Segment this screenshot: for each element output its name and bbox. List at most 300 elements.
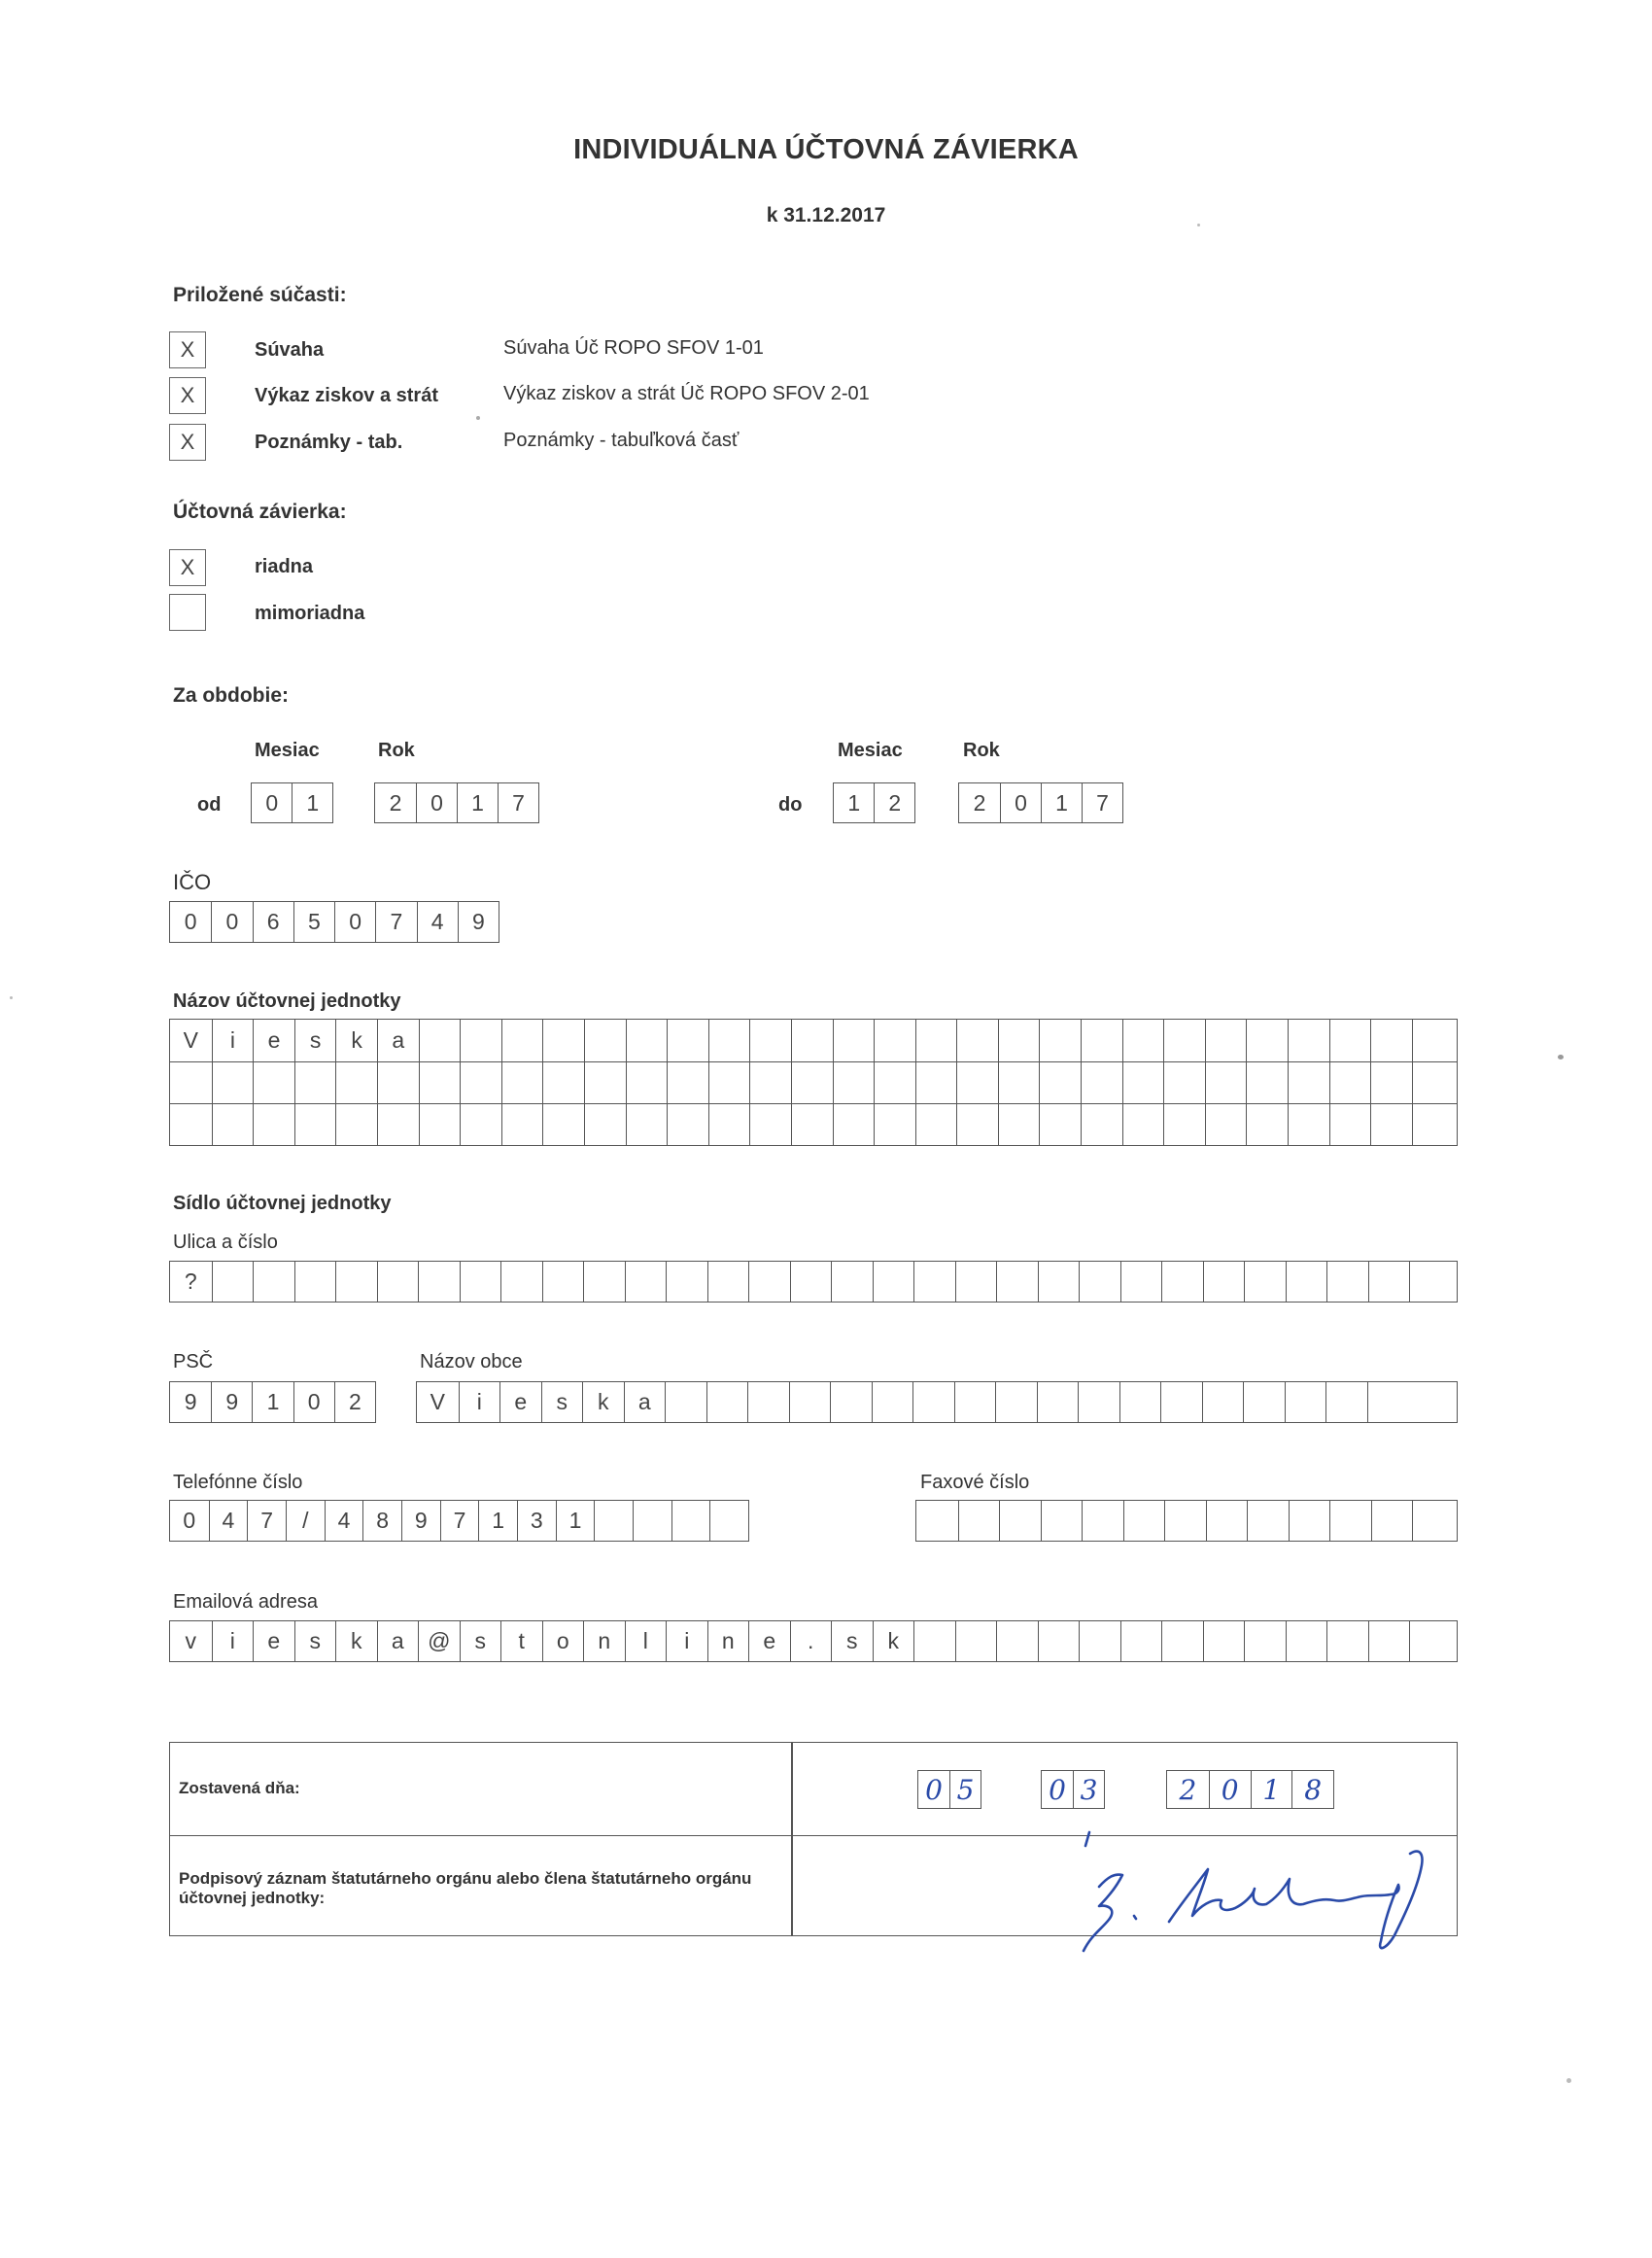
char-cell: [1122, 1104, 1164, 1145]
char-cell: [335, 1104, 377, 1145]
digit-cell: 2: [973, 789, 986, 816]
char-cell: [1289, 1501, 1330, 1541]
char-cell: k: [582, 1382, 624, 1422]
char-cell: s: [294, 1020, 336, 1061]
char-cell: [253, 1262, 294, 1302]
char-cell: [419, 1062, 461, 1103]
char-cell: [749, 1020, 791, 1061]
digit-cell: 0: [265, 789, 279, 816]
char-cell: [1247, 1501, 1289, 1541]
char-cell: [1412, 1062, 1454, 1103]
period-from-month-label: Mesiac: [255, 740, 320, 761]
digit-cell: 2: [874, 783, 914, 822]
char-cell: [791, 1062, 833, 1103]
char-cell: [998, 1104, 1040, 1145]
char-cell: i: [212, 1020, 254, 1061]
char-cell: [633, 1501, 671, 1541]
char-cell: [791, 1020, 833, 1061]
char-cell: a: [624, 1382, 666, 1422]
entity-name-row: [170, 1020, 1457, 1061]
char-cell: [1161, 1621, 1203, 1661]
char-cell: [874, 1062, 915, 1103]
char-cell: a: [377, 1621, 419, 1661]
char-cell: [671, 1501, 710, 1541]
char-cell: [1367, 1382, 1409, 1422]
char-cell: t: [500, 1621, 542, 1661]
char-cell: [955, 1621, 997, 1661]
char-cell: [1329, 1501, 1371, 1541]
digit-cell: 0: [334, 902, 375, 942]
attachment-label-profit-loss: Výkaz ziskov a strát: [255, 385, 438, 406]
char-cell: [833, 1020, 875, 1061]
char-cell: [1202, 1382, 1244, 1422]
document-date: k 31.12.2017: [766, 204, 886, 226]
char-cell: k: [335, 1020, 377, 1061]
char-cell: i: [212, 1621, 254, 1661]
closing-type-label-regular: riadna: [255, 556, 314, 577]
street-label: Ulica a číslo: [173, 1232, 278, 1253]
char-cell: k: [335, 1621, 377, 1661]
char-cell: l: [625, 1621, 667, 1661]
char-cell: 1: [556, 1501, 595, 1541]
char-cell: [1082, 1501, 1123, 1541]
char-cell: [377, 1062, 419, 1103]
attachment-checkbox-profit-loss[interactable]: X: [169, 377, 206, 414]
entity-name-field[interactable]: [169, 1019, 1458, 1146]
char-cell: [999, 1501, 1041, 1541]
char-cell: [501, 1020, 543, 1061]
char-cell: [956, 1104, 998, 1145]
char-cell: V: [183, 1027, 198, 1053]
scan-speck: [10, 996, 13, 999]
char-cell: [1409, 1621, 1451, 1661]
char-cell: [956, 1062, 998, 1103]
digit-cell: 5: [293, 902, 334, 942]
char-cell: [833, 1062, 875, 1103]
period-from-label: od: [197, 794, 222, 816]
char-cell: [1288, 1104, 1329, 1145]
fax-label: Faxové číslo: [920, 1472, 1030, 1493]
char-cell: [170, 1062, 212, 1103]
char-cell: s: [831, 1621, 873, 1661]
char-cell: [542, 1020, 584, 1061]
char-cell: [1038, 1621, 1080, 1661]
char-cell: 0: [183, 1508, 196, 1533]
attachment-label-balance: Súvaha: [255, 339, 325, 361]
char-cell: [1205, 1020, 1247, 1061]
char-cell: [460, 1104, 501, 1145]
char-cell: .: [790, 1621, 832, 1661]
digit-cell: 7: [498, 783, 538, 822]
char-cell: [790, 1262, 832, 1302]
char-cell: [335, 1062, 377, 1103]
compiled-year-field[interactable]: [1166, 1770, 1334, 1809]
email-label: Emailová adresa: [173, 1591, 318, 1613]
char-cell: [706, 1382, 748, 1422]
char-cell: [996, 1621, 1038, 1661]
char-cell: /: [286, 1501, 325, 1541]
char-cell: [1122, 1020, 1164, 1061]
char-cell: [955, 1262, 997, 1302]
char-cell: 1: [252, 1382, 293, 1422]
entity-name-row: [170, 1103, 1457, 1145]
char-cell: e: [253, 1020, 294, 1061]
entity-name-row: [170, 1061, 1457, 1103]
char-cell: [626, 1062, 668, 1103]
char-cell: [1079, 1621, 1120, 1661]
char-cell: [501, 1104, 543, 1145]
char-cell: s: [294, 1621, 336, 1661]
digit-cell: 5: [949, 1771, 981, 1808]
digit-cell: 0: [211, 902, 252, 942]
char-cell: [377, 1262, 419, 1302]
char-cell: [913, 1262, 955, 1302]
char-cell: [212, 1062, 254, 1103]
char-cell: [1246, 1020, 1288, 1061]
char-cell: [667, 1104, 708, 1145]
char-cell: [1244, 1262, 1286, 1302]
char-cell: [1078, 1382, 1119, 1422]
digit-cell: 3: [1073, 1771, 1104, 1808]
char-cell: [954, 1382, 996, 1422]
char-cell: [749, 1062, 791, 1103]
char-cell: [584, 1104, 626, 1145]
char-cell: n: [583, 1621, 625, 1661]
char-cell: [1329, 1062, 1371, 1103]
char-cell: [1081, 1020, 1122, 1061]
char-cell: k: [873, 1621, 914, 1661]
digit-cell: 1: [1251, 1771, 1292, 1808]
entity-name-label: Názov účtovnej jednotky: [173, 990, 401, 1012]
period-to-year-field[interactable]: [958, 782, 1123, 823]
char-cell: [1163, 1104, 1205, 1145]
char-cell: [915, 1020, 957, 1061]
char-cell: [1203, 1262, 1245, 1302]
char-cell: [1286, 1262, 1327, 1302]
char-cell: [913, 1621, 955, 1661]
table-divider: [791, 1743, 793, 1935]
char-cell: 0: [293, 1382, 334, 1422]
char-cell: [874, 1020, 915, 1061]
char-cell: [956, 1020, 998, 1061]
char-cell: [1368, 1262, 1410, 1302]
char-cell: [335, 1262, 377, 1302]
char-cell: s: [541, 1382, 583, 1422]
char-cell: 2: [334, 1382, 375, 1422]
char-cell: [1329, 1020, 1371, 1061]
address-heading: Sídlo účtovnej jednotky: [173, 1193, 392, 1214]
period-heading: Za obdobie:: [173, 684, 289, 707]
char-cell: [625, 1262, 667, 1302]
digit-cell: 0: [1000, 783, 1041, 822]
char-cell: [1122, 1062, 1164, 1103]
compiled-label: Zostavená dňa:: [179, 1779, 300, 1797]
period-from-year-label: Rok: [378, 740, 415, 761]
char-cell: 1: [478, 1501, 517, 1541]
char-cell: [418, 1262, 460, 1302]
char-cell: [1163, 1020, 1205, 1061]
char-cell: @: [418, 1621, 460, 1661]
digit-cell: 0: [1049, 1773, 1066, 1806]
digit-cell: 0: [184, 909, 197, 934]
char-cell: [294, 1104, 336, 1145]
char-cell: [542, 1062, 584, 1103]
char-cell: [1119, 1382, 1161, 1422]
char-cell: [294, 1262, 336, 1302]
attachment-label-notes: Poznámky - tab.: [255, 432, 403, 453]
char-cell: [830, 1382, 872, 1422]
char-cell: e: [748, 1621, 790, 1661]
char-cell: [748, 1262, 790, 1302]
char-cell: [1039, 1104, 1081, 1145]
digit-cell: 2: [1179, 1773, 1197, 1806]
zip-field[interactable]: [169, 1381, 376, 1423]
char-cell: [1164, 1501, 1206, 1541]
scan-speck: [1566, 2078, 1571, 2083]
street-field[interactable]: [169, 1261, 1458, 1303]
char-cell: [1370, 1062, 1412, 1103]
char-cell: [666, 1262, 707, 1302]
char-cell: [1285, 1382, 1326, 1422]
char-cell: [1079, 1262, 1120, 1302]
char-cell: [294, 1062, 336, 1103]
char-cell: 9: [211, 1382, 252, 1422]
char-cell: [958, 1501, 1000, 1541]
city-field[interactable]: [416, 1381, 1458, 1423]
char-cell: [1370, 1104, 1412, 1145]
char-cell: [874, 1104, 915, 1145]
char-cell: ?: [184, 1268, 197, 1294]
period-to-label: do: [778, 794, 803, 816]
char-cell: [1412, 1104, 1454, 1145]
char-cell: [708, 1020, 750, 1061]
char-cell: [1037, 1382, 1079, 1422]
char-cell: [667, 1062, 708, 1103]
char-cell: [1123, 1501, 1165, 1541]
char-cell: [253, 1104, 294, 1145]
sign-label: [179, 1869, 751, 1908]
char-cell: [1205, 1104, 1247, 1145]
char-cell: 4: [325, 1501, 363, 1541]
char-cell: [170, 1104, 212, 1145]
char-cell: [709, 1501, 748, 1541]
char-cell: [594, 1501, 633, 1541]
char-cell: [500, 1262, 542, 1302]
digit-cell: 0: [416, 783, 457, 822]
compiled-day-field[interactable]: [917, 1770, 981, 1809]
char-cell: e: [253, 1621, 294, 1661]
char-cell: [998, 1020, 1040, 1061]
char-cell: [460, 1062, 501, 1103]
char-cell: [749, 1104, 791, 1145]
char-cell: [377, 1104, 419, 1145]
char-cell: [831, 1262, 873, 1302]
char-cell: [419, 1104, 461, 1145]
char-cell: [915, 1104, 957, 1145]
closing-type-heading: Účtovná závierka:: [173, 501, 347, 523]
char-cell: [253, 1062, 294, 1103]
scan-speck: [1197, 224, 1200, 226]
char-cell: [460, 1262, 501, 1302]
attachment-description-balance: Súvaha Úč ROPO SFOV 1-01: [503, 337, 764, 359]
char-cell: [998, 1062, 1040, 1103]
char-cell: e: [499, 1382, 541, 1422]
ico-label: IČO: [173, 870, 212, 894]
char-cell: 7: [247, 1501, 286, 1541]
char-cell: [1370, 1020, 1412, 1061]
char-cell: [707, 1262, 749, 1302]
signature-table: [169, 1742, 1458, 1936]
char-cell: [1288, 1062, 1329, 1103]
closing-type-checkbox-extraordinary[interactable]: [169, 594, 206, 631]
char-cell: [1120, 1262, 1162, 1302]
scan-speck: [1558, 1055, 1564, 1060]
char-cell: i: [666, 1621, 707, 1661]
phone-label: Telefónne číslo: [173, 1472, 303, 1493]
digit-cell: 0: [1209, 1771, 1251, 1808]
char-cell: [1206, 1501, 1248, 1541]
char-cell: [791, 1104, 833, 1145]
digit-cell: 2: [389, 789, 402, 816]
char-cell: [996, 1262, 1038, 1302]
attachment-description-notes: Poznámky - tabuľková časť: [503, 430, 740, 451]
char-cell: a: [377, 1020, 419, 1061]
document-title: INDIVIDUÁLNA ÚČTOVNÁ ZÁVIERKA: [573, 134, 1079, 165]
digit-cell: 0: [925, 1773, 943, 1806]
char-cell: [1371, 1501, 1413, 1541]
sign-label-line2: účtovnej jednotky:: [179, 1889, 326, 1907]
period-from-month-field[interactable]: [251, 782, 333, 823]
char-cell: [1246, 1104, 1288, 1145]
char-cell: [542, 1104, 584, 1145]
digit-cell: 6: [253, 902, 293, 942]
digit-cell: 7: [1082, 783, 1122, 822]
handwritten-signature: [909, 1826, 1453, 1963]
char-cell: [1203, 1621, 1245, 1661]
char-cell: [212, 1104, 254, 1145]
char-cell: [626, 1020, 668, 1061]
period-to-month-label: Mesiac: [838, 740, 903, 761]
char-cell: [833, 1104, 875, 1145]
char-cell: [1409, 1262, 1451, 1302]
sign-label-line1: Podpisový záznam štatutárneho orgánu alebo člena štatutárneho orgánu: [179, 1869, 752, 1888]
char-cell: [584, 1062, 626, 1103]
char-cell: [665, 1382, 706, 1422]
char-cell: [542, 1262, 584, 1302]
char-cell: [1412, 1501, 1454, 1541]
char-cell: [1325, 1382, 1367, 1422]
digit-cell: 1: [1041, 783, 1082, 822]
char-cell: 3: [517, 1501, 556, 1541]
attachment-checkbox-balance[interactable]: X: [169, 331, 206, 368]
char-cell: o: [542, 1621, 584, 1661]
char-cell: [1286, 1621, 1327, 1661]
period-to-month-field[interactable]: [833, 782, 915, 823]
digit-cell: 4: [417, 902, 458, 942]
char-cell: [1412, 1020, 1454, 1061]
char-cell: [501, 1062, 543, 1103]
compiled-month-field[interactable]: [1041, 1770, 1105, 1809]
digit-cell: 7: [375, 902, 416, 942]
char-cell: [995, 1382, 1037, 1422]
char-cell: [584, 1020, 626, 1061]
digit-cell: 9: [458, 902, 499, 942]
char-cell: [667, 1020, 708, 1061]
email-field[interactable]: [169, 1620, 1458, 1662]
char-cell: [872, 1382, 913, 1422]
char-cell: [708, 1062, 750, 1103]
phone-field[interactable]: [169, 1500, 749, 1542]
char-cell: 4: [209, 1501, 248, 1541]
attachments-heading: Priložené súčasti:: [173, 284, 347, 306]
char-cell: [460, 1020, 501, 1061]
char-cell: [1246, 1062, 1288, 1103]
char-cell: [708, 1104, 750, 1145]
char-cell: [626, 1104, 668, 1145]
attachment-description-profit-loss: Výkaz ziskov a strát Úč ROPO SFOV 2-01: [503, 383, 870, 404]
char-cell: v: [185, 1628, 196, 1653]
char-cell: [912, 1382, 954, 1422]
char-cell: [1205, 1062, 1247, 1103]
closing-type-label-extraordinary: mimoriadna: [255, 603, 365, 624]
char-cell: [1326, 1262, 1368, 1302]
char-cell: 7: [440, 1501, 479, 1541]
char-cell: [583, 1262, 625, 1302]
char-cell: [419, 1020, 461, 1061]
char-cell: [1081, 1104, 1122, 1145]
char-cell: 9: [401, 1501, 440, 1541]
char-cell: [1039, 1020, 1081, 1061]
char-cell: [1160, 1382, 1202, 1422]
char-cell: [789, 1382, 831, 1422]
digit-cell: 1: [457, 783, 498, 822]
char-cell: [1368, 1621, 1410, 1661]
zip-label: PSČ: [173, 1351, 214, 1372]
char-cell: s: [460, 1621, 501, 1661]
char-cell: [1329, 1104, 1371, 1145]
char-cell: V: [430, 1389, 445, 1414]
char-cell: [1244, 1621, 1286, 1661]
char-cell: n: [707, 1621, 749, 1661]
char-cell: [1163, 1062, 1205, 1103]
char-cell: [747, 1382, 789, 1422]
char-cell: [1081, 1062, 1122, 1103]
char-cell: [1161, 1262, 1203, 1302]
city-label: Názov obce: [420, 1351, 523, 1372]
char-cell: [915, 1062, 957, 1103]
char-cell: [1120, 1621, 1162, 1661]
ico-field[interactable]: [169, 901, 499, 943]
char-cell: [1243, 1382, 1285, 1422]
period-from-year-field[interactable]: [374, 782, 539, 823]
char-cell: [916, 1501, 958, 1541]
fax-field[interactable]: [915, 1500, 1458, 1542]
digit-cell: 1: [292, 783, 332, 822]
attachment-checkbox-notes[interactable]: X: [169, 424, 206, 461]
char-cell: [1038, 1262, 1080, 1302]
char-cell: [873, 1262, 914, 1302]
digit-cell: 1: [847, 789, 861, 816]
digit-cell: 8: [1291, 1771, 1333, 1808]
char-cell: [1326, 1621, 1368, 1661]
char-cell: [212, 1262, 254, 1302]
scan-speck: [476, 416, 480, 420]
char-cell: [1041, 1501, 1083, 1541]
char-cell: 8: [362, 1501, 401, 1541]
closing-type-checkbox-regular[interactable]: X: [169, 549, 206, 586]
char-cell: 9: [184, 1389, 197, 1414]
char-cell: [1039, 1062, 1081, 1103]
